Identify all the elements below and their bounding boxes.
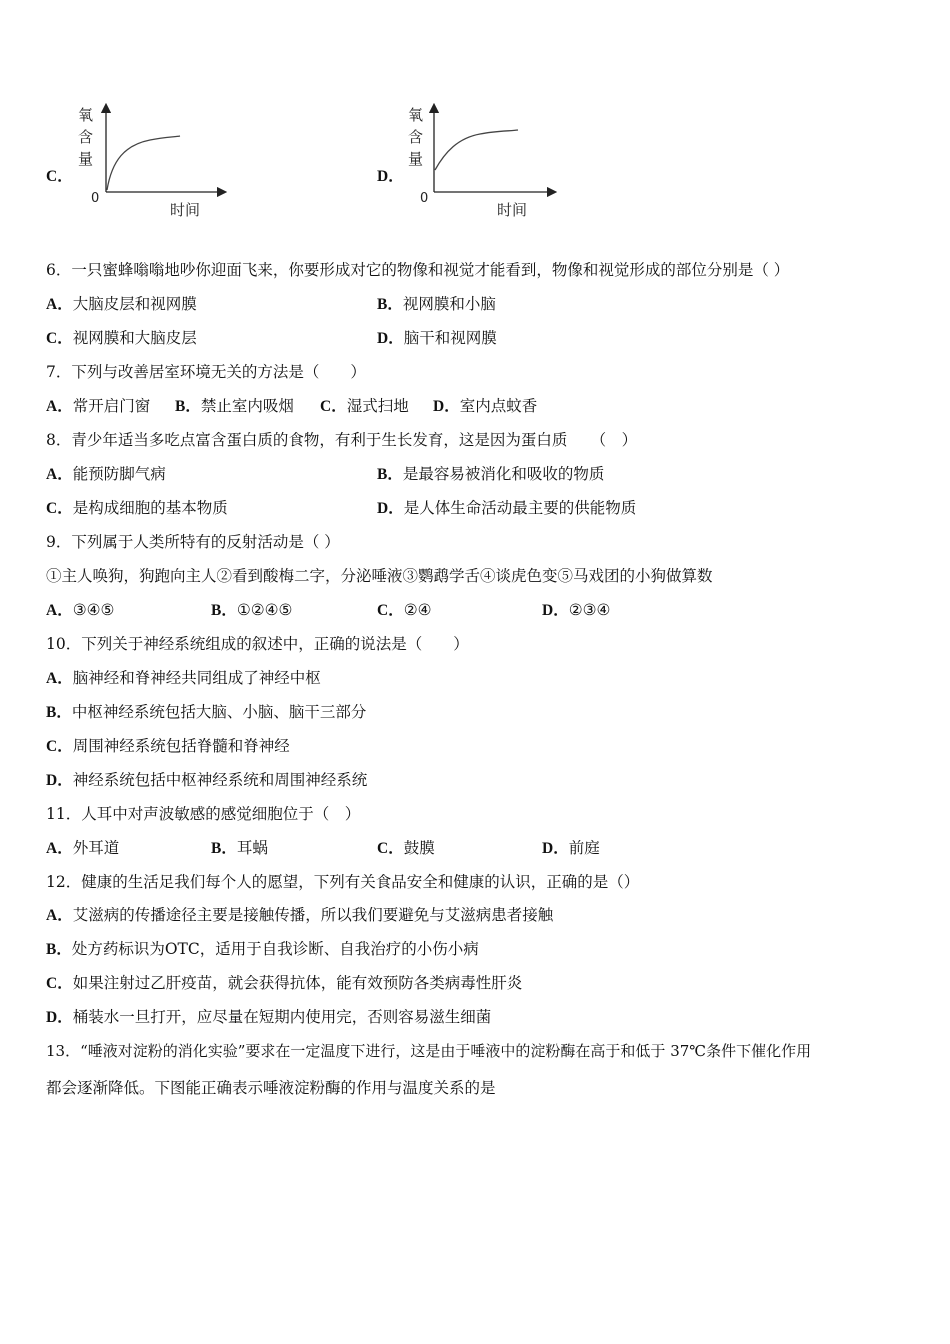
y-label-char: 量 <box>78 150 94 168</box>
q6-option-a: A．大脑皮层和视网膜 <box>46 295 197 313</box>
q12-stem: 12．健康的生活足我们每个人的愿望，下列有关食品安全和健康的认识，正确的是（） <box>46 873 640 891</box>
oxygen-curve <box>435 130 518 170</box>
q11-option-a: A．外耳道 <box>46 839 120 857</box>
y-label-char: 含 <box>408 128 424 146</box>
q9-stem: 9．下列属于人类所特有的反射活动是（ ） <box>46 533 340 551</box>
q12-option-c: C．如果注射过乙肝疫苗，就会获得抗体，能有效预防各类病毒性肝炎 <box>46 974 523 992</box>
q7-stem: 7．下列与改善居室环境无关的方法是（ ） <box>46 363 366 381</box>
q6-option-d: D．脑干和视网膜 <box>377 329 497 347</box>
q9-option-c: C．②④ <box>377 601 432 619</box>
q10-stem: 10．下列关于神经系统组成的叙述中，正确的说法是（ ） <box>46 635 469 653</box>
q10-option-b: B．中枢神经系统包括大脑、小脑、脑干三部分 <box>46 703 367 721</box>
q11-option-d: D．前庭 <box>542 839 600 857</box>
q7-option-a: A．常开启门窗 <box>46 397 151 415</box>
option-d-label: D． <box>377 168 404 185</box>
x-label: 时间 <box>170 201 201 219</box>
q13-stem-line2: 都会逐渐降低。下图能正确表示唾液淀粉酶的作用与温度关系的是 <box>46 1079 496 1097</box>
x-label: 时间 <box>497 201 528 219</box>
q10-option-d: D．神经系统包括中枢神经系统和周围神经系统 <box>46 771 368 789</box>
option-c-label: C． <box>46 168 73 185</box>
q8-option-d: D．是人体生命活动最主要的供能物质 <box>377 499 637 517</box>
q8-option-a: A．能预防脚气病 <box>46 465 166 483</box>
y-label-char: 氧 <box>78 106 94 124</box>
oxygen-curve <box>107 136 180 190</box>
q9-items: ①主人唤狗，狗跑向主人②看到酸梅二字，分泌唾液③鹦鹉学舌④谈虎色变⑤马戏团的小狗做算数 <box>46 567 713 585</box>
oxygen-graph-d <box>400 100 560 225</box>
q11-option-b: B．耳蜗 <box>211 839 268 857</box>
q11-option-c: C．鼓膜 <box>377 839 435 857</box>
q7-option-b: B．禁止室内吸烟 <box>175 397 294 415</box>
q7-option-d: D．室内点蚊香 <box>433 397 538 415</box>
q10-option-c: C．周围神经系统包括脊髓和脊神经 <box>46 737 290 755</box>
origin-label: 0 <box>420 191 429 206</box>
y-label-char: 含 <box>78 128 94 146</box>
q6-option-c: C．视网膜和大脑皮层 <box>46 329 197 347</box>
origin-label: 0 <box>91 191 100 206</box>
q12-option-d: D．桶装水一旦打开，应尽量在短期内使用完，否则容易滋生细菌 <box>46 1008 492 1026</box>
q6-option-b: B．视网膜和小脑 <box>377 295 496 313</box>
q9-option-d: D．②③④ <box>542 601 611 619</box>
y-label-char: 量 <box>408 150 424 168</box>
y-label-char: 氧 <box>408 106 424 124</box>
q8-stem: 8．青少年适当多吃点富含蛋白质的食物，有利于生长发育，这是因为蛋白质 （ ） <box>46 431 638 449</box>
q9-option-b: B．①②④⑤ <box>211 601 293 619</box>
q11-stem: 11．人耳中对声波敏感的感觉细胞位于（ ） <box>46 805 361 823</box>
q9-option-a: A．③④⑤ <box>46 601 115 619</box>
q12-option-a: A．艾滋病的传播途径主要是接触传播，所以我们要避免与艾滋病患者接触 <box>46 906 554 924</box>
q8-option-c: C．是构成细胞的基本物质 <box>46 499 228 517</box>
q6-stem: 6．一只蜜蜂嗡嗡地吵你迎面飞来，你要形成对它的物像和视觉才能看到，物像和视觉形成的部位分别是（ ） <box>46 261 790 279</box>
q10-option-a: A．脑神经和脊神经共同组成了神经中枢 <box>46 669 321 687</box>
oxygen-graph-c <box>70 100 230 225</box>
q7-option-c: C．湿式扫地 <box>320 397 409 415</box>
q13-stem-line1: 13．“唾液对淀粉的消化实验”要求在一定温度下进行，这是由于唾液中的淀粉酶在高于和低于 37℃条件下催化作用 <box>46 1042 812 1060</box>
q8-option-b: B．是最容易被消化和吸收的物质 <box>377 465 605 483</box>
q12-option-b: B．处方药标识为OTC，适用于自我诊断、自我治疗的小伤小病 <box>46 940 479 958</box>
